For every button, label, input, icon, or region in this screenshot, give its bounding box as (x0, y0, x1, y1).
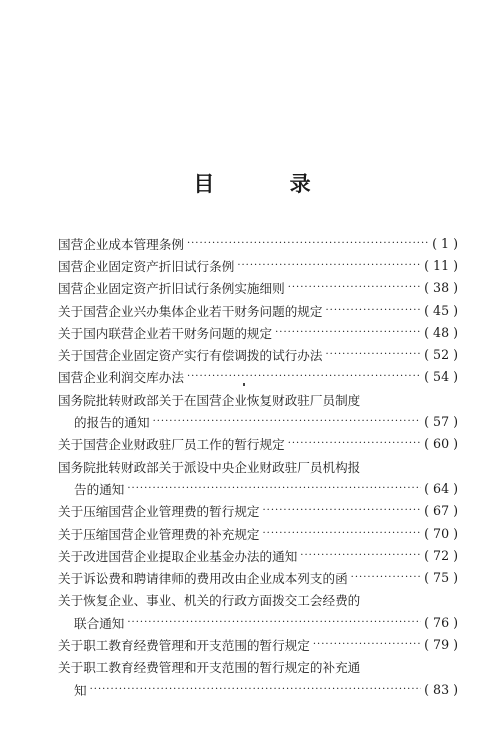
toc-entry-line (58, 500, 458, 522)
toc-entry-line (58, 232, 458, 254)
toc-entry-line (58, 566, 458, 588)
dot-leader (288, 438, 421, 449)
toc-entry-title: 国营企业成本管理条例 (58, 236, 184, 252)
dot-leader (300, 550, 421, 561)
toc-entry-line (58, 433, 458, 455)
toc-entry[interactable] (58, 566, 458, 588)
toc-entry-line (58, 277, 458, 299)
toc-entry-title: 关于改进国营企业提取企业基金办法的通知 (58, 548, 298, 564)
toc-page-number: ( 11 ) (424, 257, 458, 273)
toc-entry-line (58, 589, 458, 611)
toc-page-number: ( 70 ) (424, 525, 458, 541)
toc-entry[interactable] (58, 388, 458, 433)
toc-entry-title: 告的通知 (74, 481, 125, 497)
dot-leader (153, 416, 422, 427)
toc-entry-line (58, 321, 458, 343)
toc-entry[interactable] (58, 455, 458, 500)
toc-entry-line (58, 366, 458, 388)
toc-page-number: ( 76 ) (424, 614, 458, 630)
toc-page-number: ( 60 ) (424, 436, 458, 452)
toc-entry[interactable] (58, 500, 458, 522)
toc-entry[interactable] (58, 232, 458, 254)
toc-entry[interactable] (58, 656, 458, 701)
toc-page-number: ( 67 ) (424, 503, 458, 519)
toc-entry[interactable] (58, 522, 458, 544)
table-of-contents (58, 232, 458, 700)
toc-entry-title: 关于职工教育经费管理和开支范围的暂行规定 (58, 637, 310, 653)
toc-entry-line-continued (58, 410, 458, 432)
toc-entry-title: 关于国营企业兴办集体企业若干财务问题的规定 (58, 303, 323, 319)
toc-entry-line (58, 254, 458, 276)
dot-leader (237, 260, 421, 271)
toc-entry[interactable] (58, 589, 458, 634)
toc-entry-title: 关于压缩国营企业管理费的暂行规定 (58, 504, 260, 520)
toc-entry[interactable] (58, 299, 458, 321)
toc-page-number: ( 72 ) (424, 547, 458, 563)
dot-leader (127, 617, 421, 628)
toc-entry-line-continued (58, 611, 458, 633)
toc-entry-title: 关于职工教育经费管理和开支范围的暂行规定的补充通 (58, 660, 361, 676)
toc-entry[interactable] (58, 343, 458, 365)
toc-entry[interactable] (58, 633, 458, 655)
toc-entry-title: 国营企业固定资产折旧试行条例实施细则 (58, 281, 285, 297)
toc-entry-line-continued (58, 477, 458, 499)
toc-entry-line (58, 455, 458, 477)
toc-entry[interactable] (58, 433, 458, 455)
toc-entry-title: 知 (74, 682, 87, 698)
toc-entry-title: 国营企业利润交库办法 (58, 370, 184, 386)
toc-entry-title: 关于国营企业财政驻厂员工作的暂行规定 (58, 437, 285, 453)
toc-page-number: ( 54 ) (424, 369, 458, 385)
toc-page-number: ( 38 ) (424, 280, 458, 296)
toc-entry-title: 的报告的通知 (74, 415, 150, 431)
toc-page-number: ( 83 ) (424, 681, 458, 697)
dot-leader (288, 282, 421, 293)
toc-page-number: ( 1 ) (432, 235, 458, 251)
toc-page-number: ( 45 ) (424, 302, 458, 318)
toc-page-number: ( 75 ) (424, 570, 458, 586)
dot-leader (127, 483, 421, 494)
dot-leader (275, 327, 421, 338)
toc-entry-title: 关于压缩国营企业管理费的补充规定 (58, 526, 260, 542)
toc-entry-title: 关于恢复企业、事业、机关的行政方面拨交工会经费的 (58, 593, 361, 609)
toc-entry[interactable] (58, 277, 458, 299)
toc-entry[interactable] (58, 544, 458, 566)
toc-entry-line (58, 633, 458, 655)
toc-page-number: ( 57 ) (424, 414, 458, 430)
dot-leader (187, 238, 429, 249)
toc-entry[interactable] (58, 321, 458, 343)
dot-leader (263, 505, 422, 516)
toc-page-number: ( 79 ) (424, 636, 458, 652)
toc-entry-title: 国营企业固定资产折旧试行条例 (58, 258, 235, 274)
dot-leader (325, 305, 421, 316)
toc-entry-line-continued (58, 678, 458, 700)
toc-entry-line (58, 544, 458, 566)
toc-entry-title: 国务院批转财政部关于在国营企业恢复财政驻厂员制度 (58, 392, 361, 408)
toc-entry-line (58, 388, 458, 410)
toc-entry-title: 关于诉讼费和聘请律师的费用改由企业成本列支的函 (58, 571, 348, 587)
toc-entry-title: 关于国内联营企业若干财务问题的规定 (58, 325, 273, 341)
dot-leader (351, 572, 421, 583)
toc-page-number: ( 64 ) (424, 480, 458, 496)
dot-leader (187, 371, 421, 382)
toc-entry-line (58, 656, 458, 678)
toc-entry-line (58, 522, 458, 544)
toc-entry-line (58, 299, 458, 321)
toc-entry[interactable] (58, 366, 458, 388)
dot-leader (263, 528, 422, 539)
toc-entry-title: 关于国营企业固定资产实行有偿调拨的试行办法 (58, 348, 323, 364)
toc-entry-line (58, 343, 458, 365)
toc-entry-title: 国务院批转财政部关于派设中央企业财政驻厂员机构报 (58, 459, 361, 475)
toc-page-number: ( 52 ) (424, 347, 458, 363)
toc-entry[interactable] (58, 254, 458, 276)
page-title: 目 录 (193, 171, 345, 196)
dot-leader (325, 349, 421, 360)
dot-leader (313, 639, 421, 650)
toc-page-number: ( 48 ) (424, 324, 458, 340)
toc-entry-title: 联合通知 (74, 615, 125, 631)
dot-leader (90, 684, 422, 695)
